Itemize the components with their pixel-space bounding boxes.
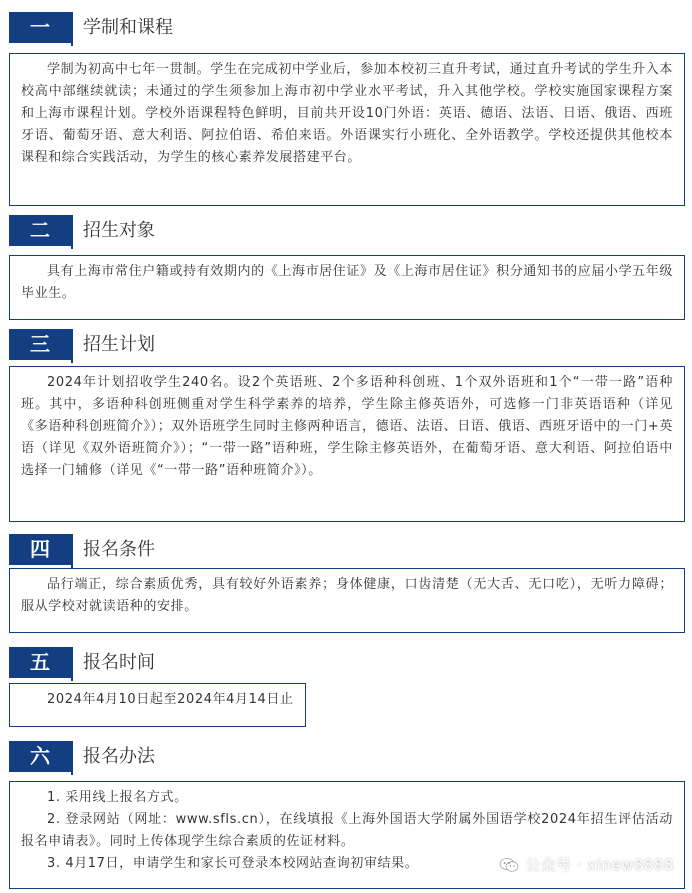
section-title: 招生对象 bbox=[83, 220, 155, 241]
section-paragraph: 2024年4月10日起至2024年4月14日止 bbox=[47, 692, 294, 707]
section-paragraph: 学制为初高中七年一贯制。学生在完成初中学业后，参加本校初三直升考试，通过直升考试的学生升入本校高中部继续就读；未通过的学生须参加上海市初中学业水平考试，升入其他学校。学校实施国家课程方案和上海市课程计划。学校外语课程特色鲜明，目前共开设10门外语：英语、德语、法语、日语、俄语、西班牙语、葡萄牙语、意大利语、阿拉伯语、希伯来语。外语课实行小班化、全外语教学。学校还提供其他校本课程和综合实践活动，为学生的核心素养发展搭建平台。 bbox=[21, 62, 673, 165]
section-title: 报名时间 bbox=[83, 652, 155, 673]
section-header bbox=[9, 534, 685, 568]
section-header bbox=[9, 647, 685, 681]
section-title: 招生计划 bbox=[83, 334, 155, 355]
section-content-box bbox=[9, 683, 306, 727]
section-paragraph: 2024年计划招收学生240名。设2个英语班、2个多语种科创班、1个双外语班和1个“一带一路”语种班。其中，多语种科创班侧重对学生科学素养的培养，学生除主修英语外，可选修一门非英语语种（详见《多语种科创班简介》）；双外语班学生同时主修两种语言，德语、法语、日语、俄语、西班牙语中的一门+英语（详见《双外语班简介》）；“一带一路”语种班，学生除主修英语外，在葡萄牙语、意大利语、阿拉伯语中选择一门辅修（详见《“一带一路”语种班简介》）。 bbox=[21, 375, 673, 478]
section-number-badge: 一 bbox=[9, 12, 71, 43]
section-header bbox=[9, 12, 685, 46]
header-divider bbox=[71, 741, 73, 775]
section-number-badge: 五 bbox=[9, 647, 71, 678]
wechat-official-account-icon bbox=[499, 857, 519, 873]
header-divider bbox=[71, 647, 73, 681]
section-header bbox=[9, 215, 685, 249]
section-title: 学制和课程 bbox=[83, 17, 173, 38]
watermark-text: 公众号 · xinew8888 bbox=[524, 856, 674, 874]
list-item: 2. 登录网站（网址：www.sfls.cn），在线填报《上海外国语大学附属外国语学校2024年招生评估活动报名申请表》。同时上传体现学生综合素质的佐证材料。 bbox=[21, 812, 673, 849]
header-divider bbox=[71, 534, 73, 568]
section-content-box bbox=[9, 568, 685, 633]
section-number-badge: 四 bbox=[9, 534, 71, 565]
section-header bbox=[9, 741, 685, 775]
list-item: 3. 4月17日，申请学生和家长可登录本校网站查询初审结果。 bbox=[47, 856, 419, 871]
watermark bbox=[499, 854, 674, 875]
section-2 bbox=[9, 215, 685, 301]
section-title: 报名办法 bbox=[83, 746, 155, 767]
section-3 bbox=[9, 329, 685, 478]
section-title: 报名条件 bbox=[83, 539, 155, 560]
section-number-badge: 三 bbox=[9, 329, 71, 360]
list-item: 1. 采用线上报名方式。 bbox=[47, 790, 188, 805]
header-divider bbox=[71, 329, 73, 363]
section-5 bbox=[9, 647, 685, 707]
header-divider bbox=[71, 12, 73, 46]
section-content-box bbox=[9, 366, 685, 522]
section-content-box bbox=[9, 53, 685, 206]
section-number-badge: 二 bbox=[9, 215, 71, 246]
section-paragraph: 具有上海市常住户籍或持有效期内的《上海市居住证》及《上海市居住证》积分通知书的应届小学五年级毕业生。 bbox=[21, 264, 673, 301]
section-1 bbox=[9, 12, 685, 165]
header-divider bbox=[71, 215, 73, 249]
section-header bbox=[9, 329, 685, 363]
section-4 bbox=[9, 534, 685, 614]
section-paragraph: 品行端正，综合素质优秀，具有较好外语素养；身体健康，口齿清楚（无大舌、无口吃），无听力障碍；服从学校对就读语种的安排。 bbox=[21, 577, 673, 614]
section-number-badge: 六 bbox=[9, 741, 71, 772]
section-content-box bbox=[9, 255, 685, 320]
